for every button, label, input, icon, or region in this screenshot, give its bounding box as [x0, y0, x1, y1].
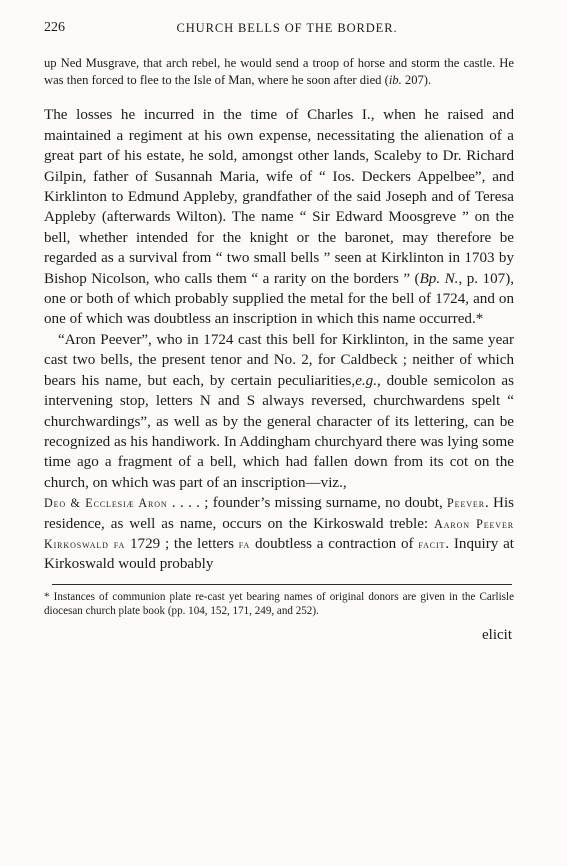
paragraph-1: [44, 105, 514, 329]
continued-quotation: [44, 55, 514, 89]
paragraph-1-text-end: , p. 107), one or both of which probably supplied the metal for the bell of 1724, and on one of which was doubtless an inscription in which this name occurred.*: [44, 270, 514, 328]
catchword: elicit: [482, 627, 512, 644]
quotation-reference: ib.: [388, 73, 402, 88]
quotation-text-end: 207).: [401, 73, 432, 88]
paragraph-2-text-c: founder’s missing surname, no doubt,: [208, 495, 448, 512]
paragraph-2-text: “Aron Peever”, who in 1724 cast this bell for Kirklinton, in the same year cast two bells, the present tenor and No. 2, for Caldbeck ; neither of which bears his name, but each, by certain peculiarities,: [44, 331, 514, 389]
word-facit: facit: [418, 536, 446, 551]
paragraph-1-reference: Bp. N.: [419, 270, 459, 287]
paragraph-2-text-b: , double semicolon as intervening stop, letters N and S always reversed, churchwardens spelt “ churchwardings”, as well as by the general character of its lettering, can be recognized as his handiwork. In Addingham churchyard there was lying some time ago a fragment of a bell, which had fallen down from its cot on the church, on which was part of an inscription—viz.,: [44, 372, 514, 491]
paragraph-2-text-f: doubtless a contraction of: [250, 535, 419, 552]
paragraph-2-text-g: . Inquiry at Kirkoswald would probably: [44, 535, 514, 573]
quotation-text: up Ned Musgrave, that arch rebel, he would send a troop of horse and storm the castle. He was then forced to flee to the Isle of Man, where he soon after died (: [44, 56, 514, 88]
running-title: CHURCH BELLS OF THE BORDER.: [176, 21, 398, 35]
paragraph-2-eg: e.g.: [355, 372, 377, 389]
inscription-dots: . . . . ;: [167, 495, 209, 512]
addingham-inscription: Deo & Ecclesiæ Aron: [44, 496, 168, 511]
paragraph-2-text-d: . His residence, as well as name, occurs on the Kirkoswald treble:: [44, 495, 515, 532]
letters-fa: fa: [238, 536, 251, 551]
paragraph-2: [44, 330, 514, 575]
paragraph-2-text-e: 1729 ; the letters: [125, 535, 239, 552]
page-header: [44, 18, 514, 38]
footnote: * Instances of communion plate re-cast yet bearing names of original donors are given in the Carlisle diocesan church plate book (pp. 104, 152, 171, 249, and 252).: [44, 590, 514, 617]
body-text: [44, 105, 514, 574]
kirkoswald-inscription: Aaron Peever Kirkoswald fa: [44, 516, 515, 551]
footnote-rule: [52, 584, 512, 585]
book-page: [44, 18, 514, 644]
founder-surname: Peever: [447, 496, 485, 511]
page-number: 226: [44, 20, 65, 35]
paragraph-1-text: The losses he incurred in the time of Charles I., when he raised and maintained a regiment at his own expense, necessitating the alienation of a great part of his estate, he sold, amongst other lands, Scaleby to Dr. Richard Gilpin, father of Susannah Maria, wife of “ Ios. Deckers Appelbee”, and Kirklinton to Edmund Appleby, grandfather of the said Joseph and of Teresa Appleby (afterwards Wilton). The name “ Sir Edward Moosgreve ” on the bell, whether intended for the knight or the baronet, may therefore be regarded as a survival from “ two small bells ” seen at Kirklinton in 1703 by Bishop Nicolson, who calls them “ a rarity on the borders ” (: [44, 107, 514, 287]
